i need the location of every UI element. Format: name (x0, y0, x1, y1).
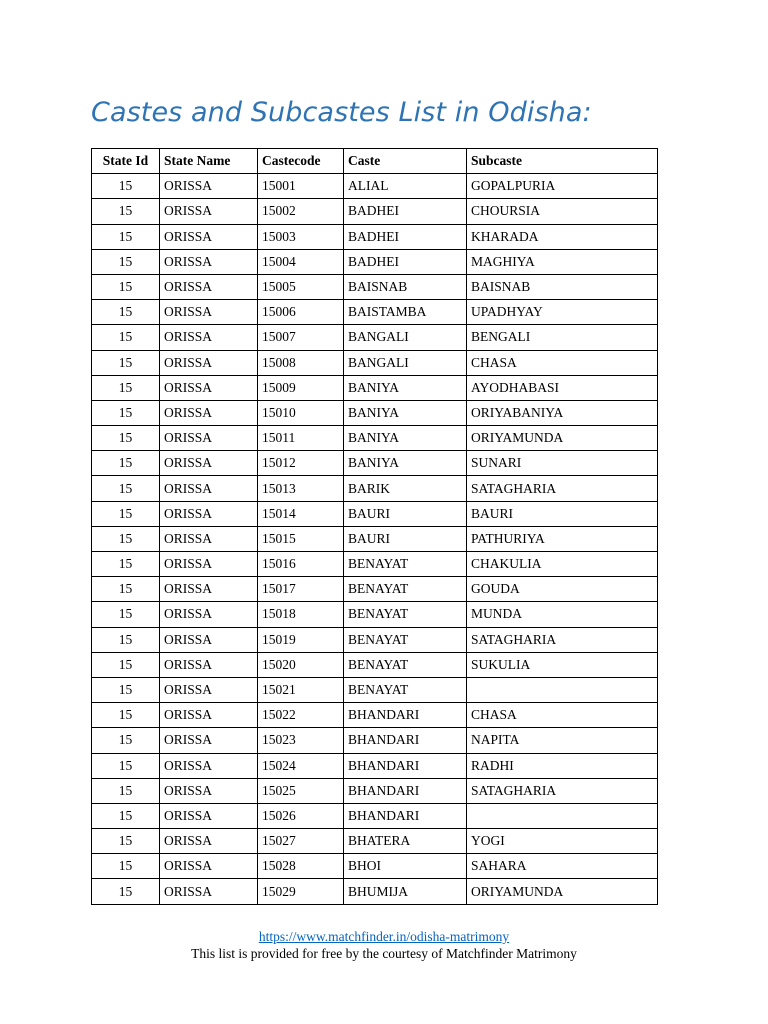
table-row (92, 375, 658, 400)
cell-state-name: ORISSA (160, 400, 258, 425)
table-row (92, 476, 658, 501)
cell-state-id: 15 (92, 627, 160, 652)
table-row (92, 703, 658, 728)
table-row (92, 552, 658, 577)
cell-state-id: 15 (92, 577, 160, 602)
cell-state-id: 15 (92, 375, 160, 400)
cell-subcaste (467, 803, 658, 828)
cell-caste: BADHEI (344, 224, 467, 249)
cell-castecode: 15024 (258, 753, 344, 778)
cell-subcaste (467, 677, 658, 702)
cell-subcaste: CHAKULIA (467, 552, 658, 577)
table-row (92, 451, 658, 476)
cell-caste: BADHEI (344, 249, 467, 274)
cell-state-name: ORISSA (160, 350, 258, 375)
cell-castecode: 15022 (258, 703, 344, 728)
header-state-name: State Name (160, 149, 258, 174)
table-row (92, 249, 658, 274)
cell-caste: BANGALI (344, 325, 467, 350)
cell-caste: BHUMIJA (344, 879, 467, 904)
cell-state-name: ORISSA (160, 778, 258, 803)
cell-castecode: 15021 (258, 677, 344, 702)
cell-castecode: 15004 (258, 249, 344, 274)
cell-state-name: ORISSA (160, 803, 258, 828)
cell-state-id: 15 (92, 703, 160, 728)
cell-caste: BHOI (344, 854, 467, 879)
cell-caste: BHANDARI (344, 703, 467, 728)
table-row (92, 224, 658, 249)
cell-subcaste: SUKULIA (467, 652, 658, 677)
table-row (92, 426, 658, 451)
cell-state-id: 15 (92, 426, 160, 451)
cell-subcaste: MUNDA (467, 602, 658, 627)
cell-caste: BENAYAT (344, 627, 467, 652)
cell-state-name: ORISSA (160, 476, 258, 501)
table-row (92, 829, 658, 854)
cell-state-id: 15 (92, 879, 160, 904)
cell-state-id: 15 (92, 476, 160, 501)
cell-state-name: ORISSA (160, 728, 258, 753)
cell-caste: BHATERA (344, 829, 467, 854)
table-row (92, 652, 658, 677)
cell-state-name: ORISSA (160, 879, 258, 904)
cell-castecode: 15010 (258, 400, 344, 425)
cell-caste: BHANDARI (344, 753, 467, 778)
cell-subcaste: CHASA (467, 703, 658, 728)
cell-castecode: 15012 (258, 451, 344, 476)
cell-subcaste: RADHI (467, 753, 658, 778)
cell-castecode: 15019 (258, 627, 344, 652)
cell-state-name: ORISSA (160, 199, 258, 224)
cell-subcaste: CHASA (467, 350, 658, 375)
table-row (92, 300, 658, 325)
table-row (92, 350, 658, 375)
cell-state-name: ORISSA (160, 274, 258, 299)
table-row (92, 577, 658, 602)
cell-subcaste: YOGI (467, 829, 658, 854)
table-row (92, 174, 658, 199)
cell-caste: BAURI (344, 526, 467, 551)
table-row (92, 400, 658, 425)
cell-caste: BAURI (344, 501, 467, 526)
cell-castecode: 15005 (258, 274, 344, 299)
table-row (92, 274, 658, 299)
header-castecode: Castecode (258, 149, 344, 174)
cell-state-id: 15 (92, 753, 160, 778)
credit-text: This list is provided for free by the courtesy of Matchfinder Matrimony (191, 946, 577, 961)
cell-caste: BHANDARI (344, 778, 467, 803)
cell-state-id: 15 (92, 451, 160, 476)
cell-state-name: ORISSA (160, 577, 258, 602)
cell-subcaste: BENGALI (467, 325, 658, 350)
cell-caste: ALIAL (344, 174, 467, 199)
cell-state-id: 15 (92, 728, 160, 753)
cell-state-id: 15 (92, 274, 160, 299)
cell-state-id: 15 (92, 400, 160, 425)
cell-state-name: ORISSA (160, 552, 258, 577)
cell-state-id: 15 (92, 526, 160, 551)
cell-state-name: ORISSA (160, 300, 258, 325)
table-row (92, 879, 658, 904)
cell-state-id: 15 (92, 829, 160, 854)
table-header-row (92, 149, 658, 174)
cell-caste: BANGALI (344, 350, 467, 375)
cell-caste: BENAYAT (344, 577, 467, 602)
cell-caste: BANIYA (344, 451, 467, 476)
cell-state-name: ORISSA (160, 451, 258, 476)
cell-caste: BANIYA (344, 400, 467, 425)
cell-subcaste: ORIYAMUNDA (467, 426, 658, 451)
cell-subcaste: ORIYAMUNDA (467, 879, 658, 904)
cell-state-id: 15 (92, 350, 160, 375)
table-row (92, 753, 658, 778)
table-row (92, 199, 658, 224)
cell-castecode: 15025 (258, 778, 344, 803)
cell-subcaste: CHOURSIA (467, 199, 658, 224)
table-row (92, 803, 658, 828)
cell-subcaste: PATHURIYA (467, 526, 658, 551)
page-title: Castes and Subcastes List in Odisha: (91, 97, 592, 128)
cell-castecode: 15009 (258, 375, 344, 400)
cell-state-name: ORISSA (160, 677, 258, 702)
cell-state-id: 15 (92, 652, 160, 677)
cell-state-name: ORISSA (160, 703, 258, 728)
matrimony-link[interactable]: https://www.matchfinder.in/odisha-matrimony (258, 929, 510, 944)
cell-state-name: ORISSA (160, 526, 258, 551)
cell-caste: BARIK (344, 476, 467, 501)
cell-state-name: ORISSA (160, 426, 258, 451)
cell-subcaste: SUNARI (467, 451, 658, 476)
header-subcaste: Subcaste (467, 149, 658, 174)
cell-state-name: ORISSA (160, 325, 258, 350)
cell-state-id: 15 (92, 552, 160, 577)
cell-castecode: 15006 (258, 300, 344, 325)
cell-castecode: 15029 (258, 879, 344, 904)
cell-subcaste: AYODHABASI (467, 375, 658, 400)
cell-subcaste: MAGHIYA (467, 249, 658, 274)
cell-castecode: 15028 (258, 854, 344, 879)
cell-castecode: 15011 (258, 426, 344, 451)
cell-state-name: ORISSA (160, 652, 258, 677)
cell-state-id: 15 (92, 249, 160, 274)
cell-state-name: ORISSA (160, 627, 258, 652)
cell-caste: BENAYAT (344, 677, 467, 702)
cell-castecode: 15015 (258, 526, 344, 551)
cell-castecode: 15018 (258, 602, 344, 627)
cell-state-name: ORISSA (160, 249, 258, 274)
cell-state-id: 15 (92, 778, 160, 803)
cell-state-name: ORISSA (160, 753, 258, 778)
header-state-id: State Id (92, 149, 160, 174)
cell-caste: BHANDARI (344, 728, 467, 753)
cell-state-id: 15 (92, 602, 160, 627)
cell-state-name: ORISSA (160, 224, 258, 249)
cell-subcaste: UPADHYAY (467, 300, 658, 325)
cell-castecode: 15020 (258, 652, 344, 677)
cell-subcaste: GOUDA (467, 577, 658, 602)
cell-state-id: 15 (92, 854, 160, 879)
cell-castecode: 15027 (258, 829, 344, 854)
cell-castecode: 15008 (258, 350, 344, 375)
cell-state-name: ORISSA (160, 174, 258, 199)
cell-state-name: ORISSA (160, 375, 258, 400)
table-row (92, 602, 658, 627)
cell-state-name: ORISSA (160, 602, 258, 627)
cell-castecode: 15016 (258, 552, 344, 577)
cell-castecode: 15001 (258, 174, 344, 199)
cell-subcaste: BAURI (467, 501, 658, 526)
table-row (92, 325, 658, 350)
cell-caste: BANIYA (344, 426, 467, 451)
cell-subcaste: BAISNAB (467, 274, 658, 299)
page-footer (0, 928, 768, 962)
cell-state-name: ORISSA (160, 829, 258, 854)
cell-castecode: 15013 (258, 476, 344, 501)
table-row (92, 854, 658, 879)
cell-caste: BHANDARI (344, 803, 467, 828)
cell-state-id: 15 (92, 677, 160, 702)
table-row (92, 627, 658, 652)
cell-subcaste: SATAGHARIA (467, 476, 658, 501)
cell-caste: BAISTAMBA (344, 300, 467, 325)
table-row (92, 501, 658, 526)
cell-state-id: 15 (92, 501, 160, 526)
cell-subcaste: NAPITA (467, 728, 658, 753)
cell-subcaste: ORIYABANIYA (467, 400, 658, 425)
table-body (92, 174, 658, 904)
cell-caste: BAISNAB (344, 274, 467, 299)
cell-subcaste: GOPALPURIA (467, 174, 658, 199)
table-row (92, 526, 658, 551)
cell-castecode: 15023 (258, 728, 344, 753)
table-row (92, 778, 658, 803)
cell-state-id: 15 (92, 300, 160, 325)
cell-state-id: 15 (92, 174, 160, 199)
header-caste: Caste (344, 149, 467, 174)
cell-caste: BANIYA (344, 375, 467, 400)
caste-table (91, 148, 658, 905)
cell-caste: BADHEI (344, 199, 467, 224)
cell-castecode: 15014 (258, 501, 344, 526)
cell-state-id: 15 (92, 224, 160, 249)
cell-subcaste: KHARADA (467, 224, 658, 249)
cell-state-name: ORISSA (160, 854, 258, 879)
cell-castecode: 15002 (258, 199, 344, 224)
cell-caste: BENAYAT (344, 552, 467, 577)
cell-castecode: 15026 (258, 803, 344, 828)
cell-state-id: 15 (92, 325, 160, 350)
cell-caste: BENAYAT (344, 652, 467, 677)
cell-castecode: 15007 (258, 325, 344, 350)
cell-subcaste: SATAGHARIA (467, 627, 658, 652)
cell-castecode: 15017 (258, 577, 344, 602)
cell-state-id: 15 (92, 199, 160, 224)
table-row (92, 677, 658, 702)
cell-state-id: 15 (92, 803, 160, 828)
cell-castecode: 15003 (258, 224, 344, 249)
cell-subcaste: SAHARA (467, 854, 658, 879)
cell-caste: BENAYAT (344, 602, 467, 627)
cell-state-name: ORISSA (160, 501, 258, 526)
cell-subcaste: SATAGHARIA (467, 778, 658, 803)
table-row (92, 728, 658, 753)
